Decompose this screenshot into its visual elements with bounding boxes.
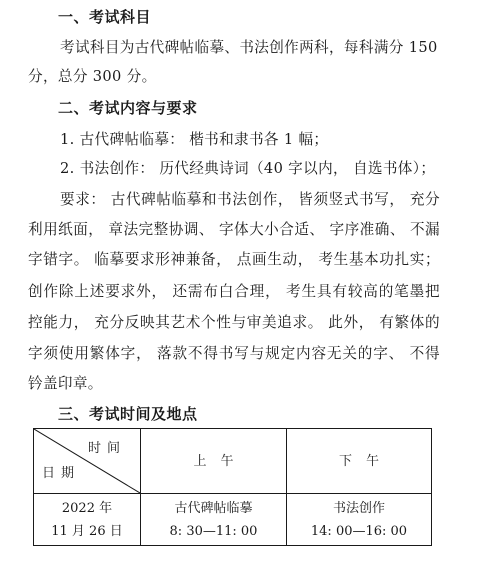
column-header-morning: 上午 <box>141 429 287 494</box>
schedule-table <box>33 428 432 546</box>
paragraph-line: 控能力， 充分反映其艺术个性与审美追求。 此外， 有繁体的 <box>28 314 440 331</box>
afternoon-session-cell <box>287 494 432 546</box>
corner-label-date: 日期 <box>42 466 81 481</box>
date-cell <box>34 494 141 546</box>
paragraph-line: 钤盖印章。 <box>28 375 103 392</box>
corner-label-time: 时间 <box>87 441 126 456</box>
paragraph-line: 分，总分 300 分。 <box>28 68 157 85</box>
paragraph-line: 考试科目为古代碑帖临摹、书法创作两科，每科满分 150 <box>60 39 438 56</box>
paragraph-line: 利用纸面， 章法完整协调、 字体大小合适、 字序准确、 不漏 <box>28 221 440 238</box>
morning-subject: 古代碑帖临摹 <box>174 500 253 516</box>
afternoon-time: 14: 00—16: 00 <box>310 523 408 539</box>
morning-session-cell <box>141 494 287 546</box>
list-item: 1. 古代碑帖临摹： 楷书和隶书各 1 幅； <box>60 131 329 148</box>
date-year: 2022 年 <box>61 500 113 516</box>
paragraph-line: 要求： 古代碑帖临摹和书法创作， 皆须竖式书写， 充分 <box>60 191 440 208</box>
afternoon-subject: 书法创作 <box>332 500 385 516</box>
table-header-row <box>34 429 432 494</box>
morning-time: 8: 30—11: 00 <box>169 523 258 539</box>
section-heading-content: 二、考试内容与要求 <box>58 99 198 117</box>
paragraph-line: 创作除上述要求外， 还需布白合理， 考生具有较高的笔墨把 <box>28 283 440 300</box>
column-header-afternoon: 下午 <box>287 429 432 494</box>
table-row <box>34 494 432 546</box>
table-corner-cell <box>34 429 141 494</box>
list-item: 2. 书法创作： 历代经典诗词（40 字以内， 自选书体）； <box>60 160 436 177</box>
date-day: 11 月 26 日 <box>51 523 123 539</box>
paragraph-line: 字须使用繁体字， 落款不得书写与规定内容无关的字、 不得 <box>28 345 440 362</box>
paragraph-line: 字错字。 临摹要求形神兼备， 点画生动， 考生基本功扎实； <box>28 251 440 268</box>
section-heading-schedule: 三、考试时间及地点 <box>58 405 198 423</box>
section-heading-subjects: 一、考试科目 <box>58 8 152 26</box>
